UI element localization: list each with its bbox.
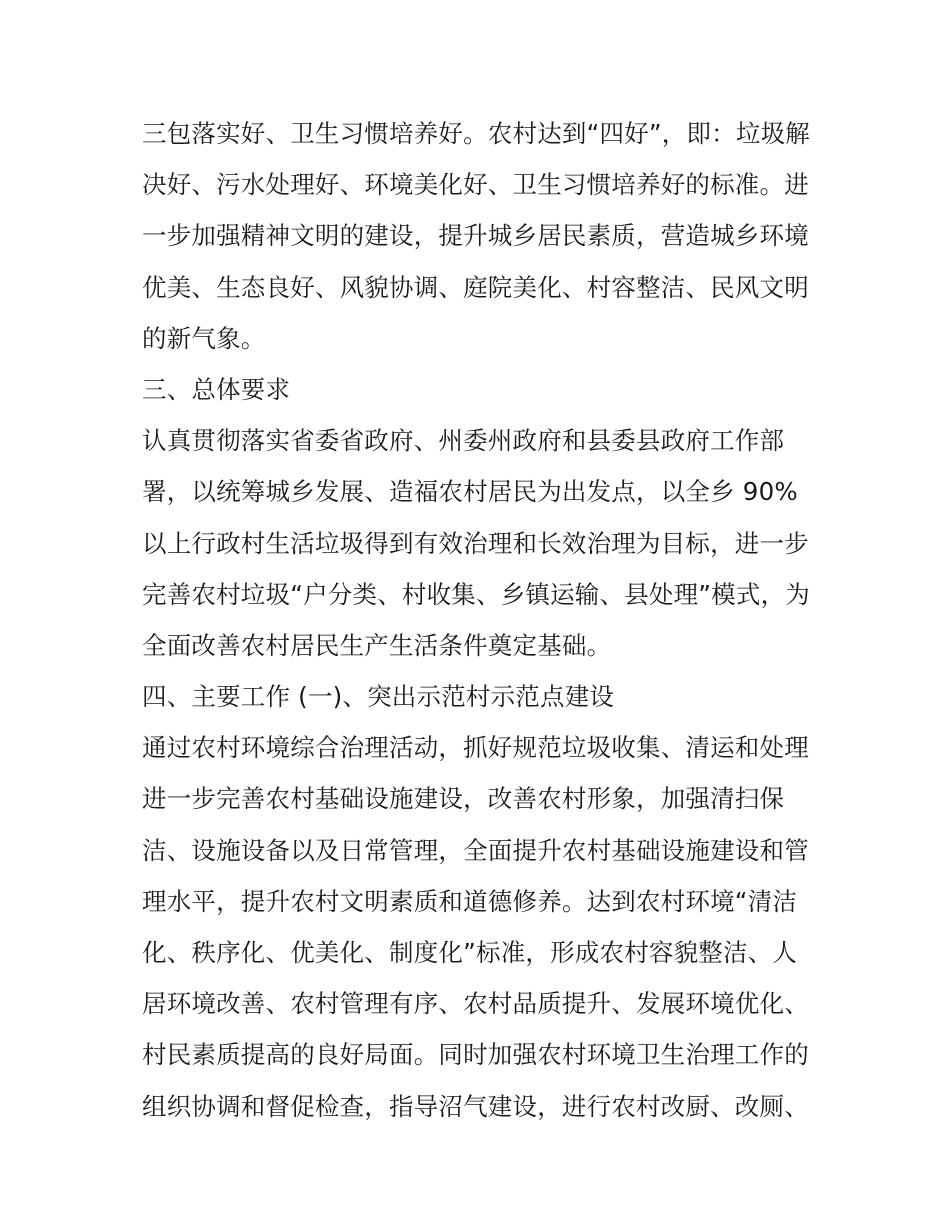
- text-line: 署，以统筹城乡发展、造福农村居民为出发点，以全乡 90%: [142, 477, 798, 507]
- document-body: [142, 108, 822, 1132]
- text-line: 村民素质提高的良好局面。同时加强农村环境卫生治理工作的: [142, 1040, 809, 1070]
- text-line: 一步加强精神文明的建设，提升城乡居民素质，营造城乡环境: [142, 221, 809, 251]
- text-line: 通过农村环境综合治理活动，抓好规范垃圾收集、清运和处理: [142, 733, 809, 763]
- section-heading: 三、总体要求: [142, 374, 291, 404]
- text-line: 全面改善农村居民生产生活条件奠定基础。: [142, 630, 612, 660]
- text-line: 认真贯彻落实省委省政府、州委州政府和县委县政府工作部: [142, 426, 785, 456]
- text-line: 进一步完善农村基础设施建设，改善农村形象，加强清扫保: [142, 784, 785, 814]
- text-line: 洁、设施设备以及日常管理，全面提升农村基础设施建设和管: [142, 835, 809, 865]
- section-heading: 四、主要工作 (一)、突出示范村示范点建设: [142, 682, 615, 712]
- text-line: 理水平，提升农村文明素质和道德修养。达到农村环境“清洁: [142, 886, 798, 916]
- text-line: 三包落实好、卫生习惯培养好。农村达到“四好”，即：垃圾解: [142, 119, 810, 148]
- text-line: 化、秩序化、优美化、制度化”标准，形成农村容貌整洁、人: [142, 938, 798, 967]
- text-line: 以上行政村生活垃圾得到有效治理和长效治理为目标，进一步: [142, 528, 809, 558]
- text-line: 优美、生态良好、风貌协调、庭院美化、村容整洁、民风文明: [142, 272, 809, 302]
- text-line: 决好、污水处理好、环境美化好、卫生习惯培养好的标准。进: [142, 170, 809, 200]
- text-line: 组织协调和督促检查，指导沼气建设，进行农村改厨、改厕、: [142, 1091, 809, 1121]
- text-line: 完善农村垃圾“户分类、村收集、乡镇运输、县处理”模式，为: [142, 579, 810, 609]
- text-line: 居环境改善、农村管理有序、农村品质提升、发展环境优化、: [142, 989, 809, 1019]
- text-line: 的新气象。: [142, 323, 266, 353]
